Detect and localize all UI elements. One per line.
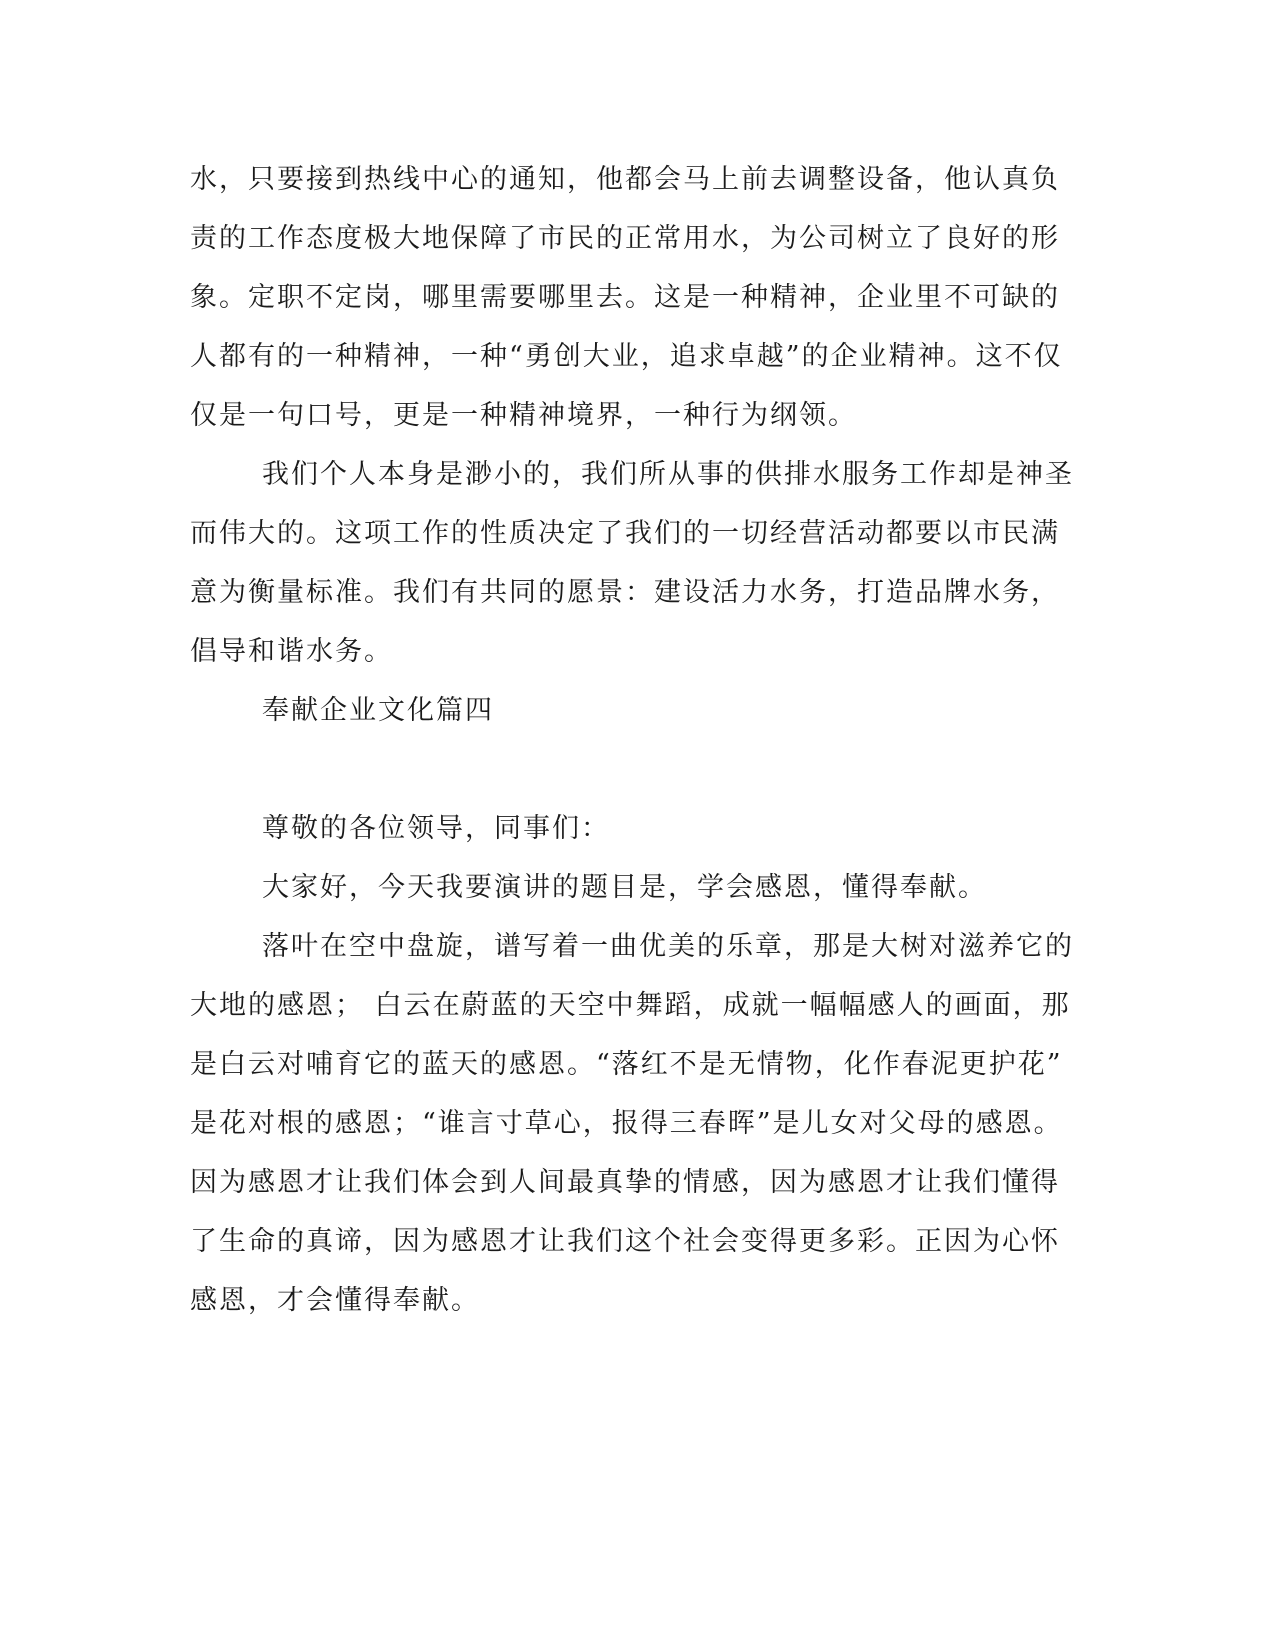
body-text-line: 大地的感恩； 白云在蔚蓝的天空中舞蹈，成就一幅幅感人的画面，那 <box>190 990 1071 1021</box>
body-text-line: 象。定职不定岗，哪里需要哪里去。这是一种精神，企业里不可缺的 <box>190 282 1060 313</box>
body-text-line: 因为感恩才让我们体会到人间最真挚的情感，因为感恩才让我们懂得 <box>190 1167 1060 1198</box>
body-text-line: 感恩，才会懂得奉献。 <box>190 1285 480 1316</box>
body-text-line: 意为衡量标准。我们有共同的愿景：建设活力水务，打造品牌水务， <box>190 577 1060 608</box>
section-heading: 奉献企业文化篇四 <box>262 695 494 726</box>
body-text-line: 而伟大的。这项工作的性质决定了我们的一切经营活动都要以市民满 <box>190 518 1060 549</box>
body-text-line: 水，只要接到热线中心的通知，他都会马上前去调整设备，他认真负 <box>190 164 1060 195</box>
body-text-line: 落叶在空中盘旋，谱写着一曲优美的乐章，那是大树对滋养它的 <box>262 931 1074 962</box>
body-text-line: 责的工作态度极大地保障了市民的正常用水，为公司树立了良好的形 <box>190 223 1060 254</box>
body-text-line: 人都有的一种精神，一种“勇创大业，追求卓越”的企业精神。这不仅 <box>190 341 1063 372</box>
body-text-line: 了生命的真谛，因为感恩才让我们这个社会变得更多彩。正因为心怀 <box>190 1226 1060 1257</box>
salutation: 尊敬的各位领导，同事们： <box>262 813 610 844</box>
body-text-line: 仅是一句口号，更是一种精神境界，一种行为纲领。 <box>190 400 857 431</box>
body-text-line: 是花对根的感恩；“谁言寸草心，报得三春晖”是儿女对父母的感恩。 <box>190 1108 1063 1139</box>
body-text-line: 是白云对哺育它的蓝天的感恩。“落红不是无情物，化作春泥更护花” <box>190 1049 1063 1080</box>
body-text-line: 倡导和谐水务。 <box>190 636 393 667</box>
body-text-line: 大家好，今天我要演讲的题目是，学会感恩，懂得奉献。 <box>262 872 987 903</box>
body-text-line: 我们个人本身是渺小的，我们所从事的供排水服务工作却是神圣 <box>262 459 1074 490</box>
